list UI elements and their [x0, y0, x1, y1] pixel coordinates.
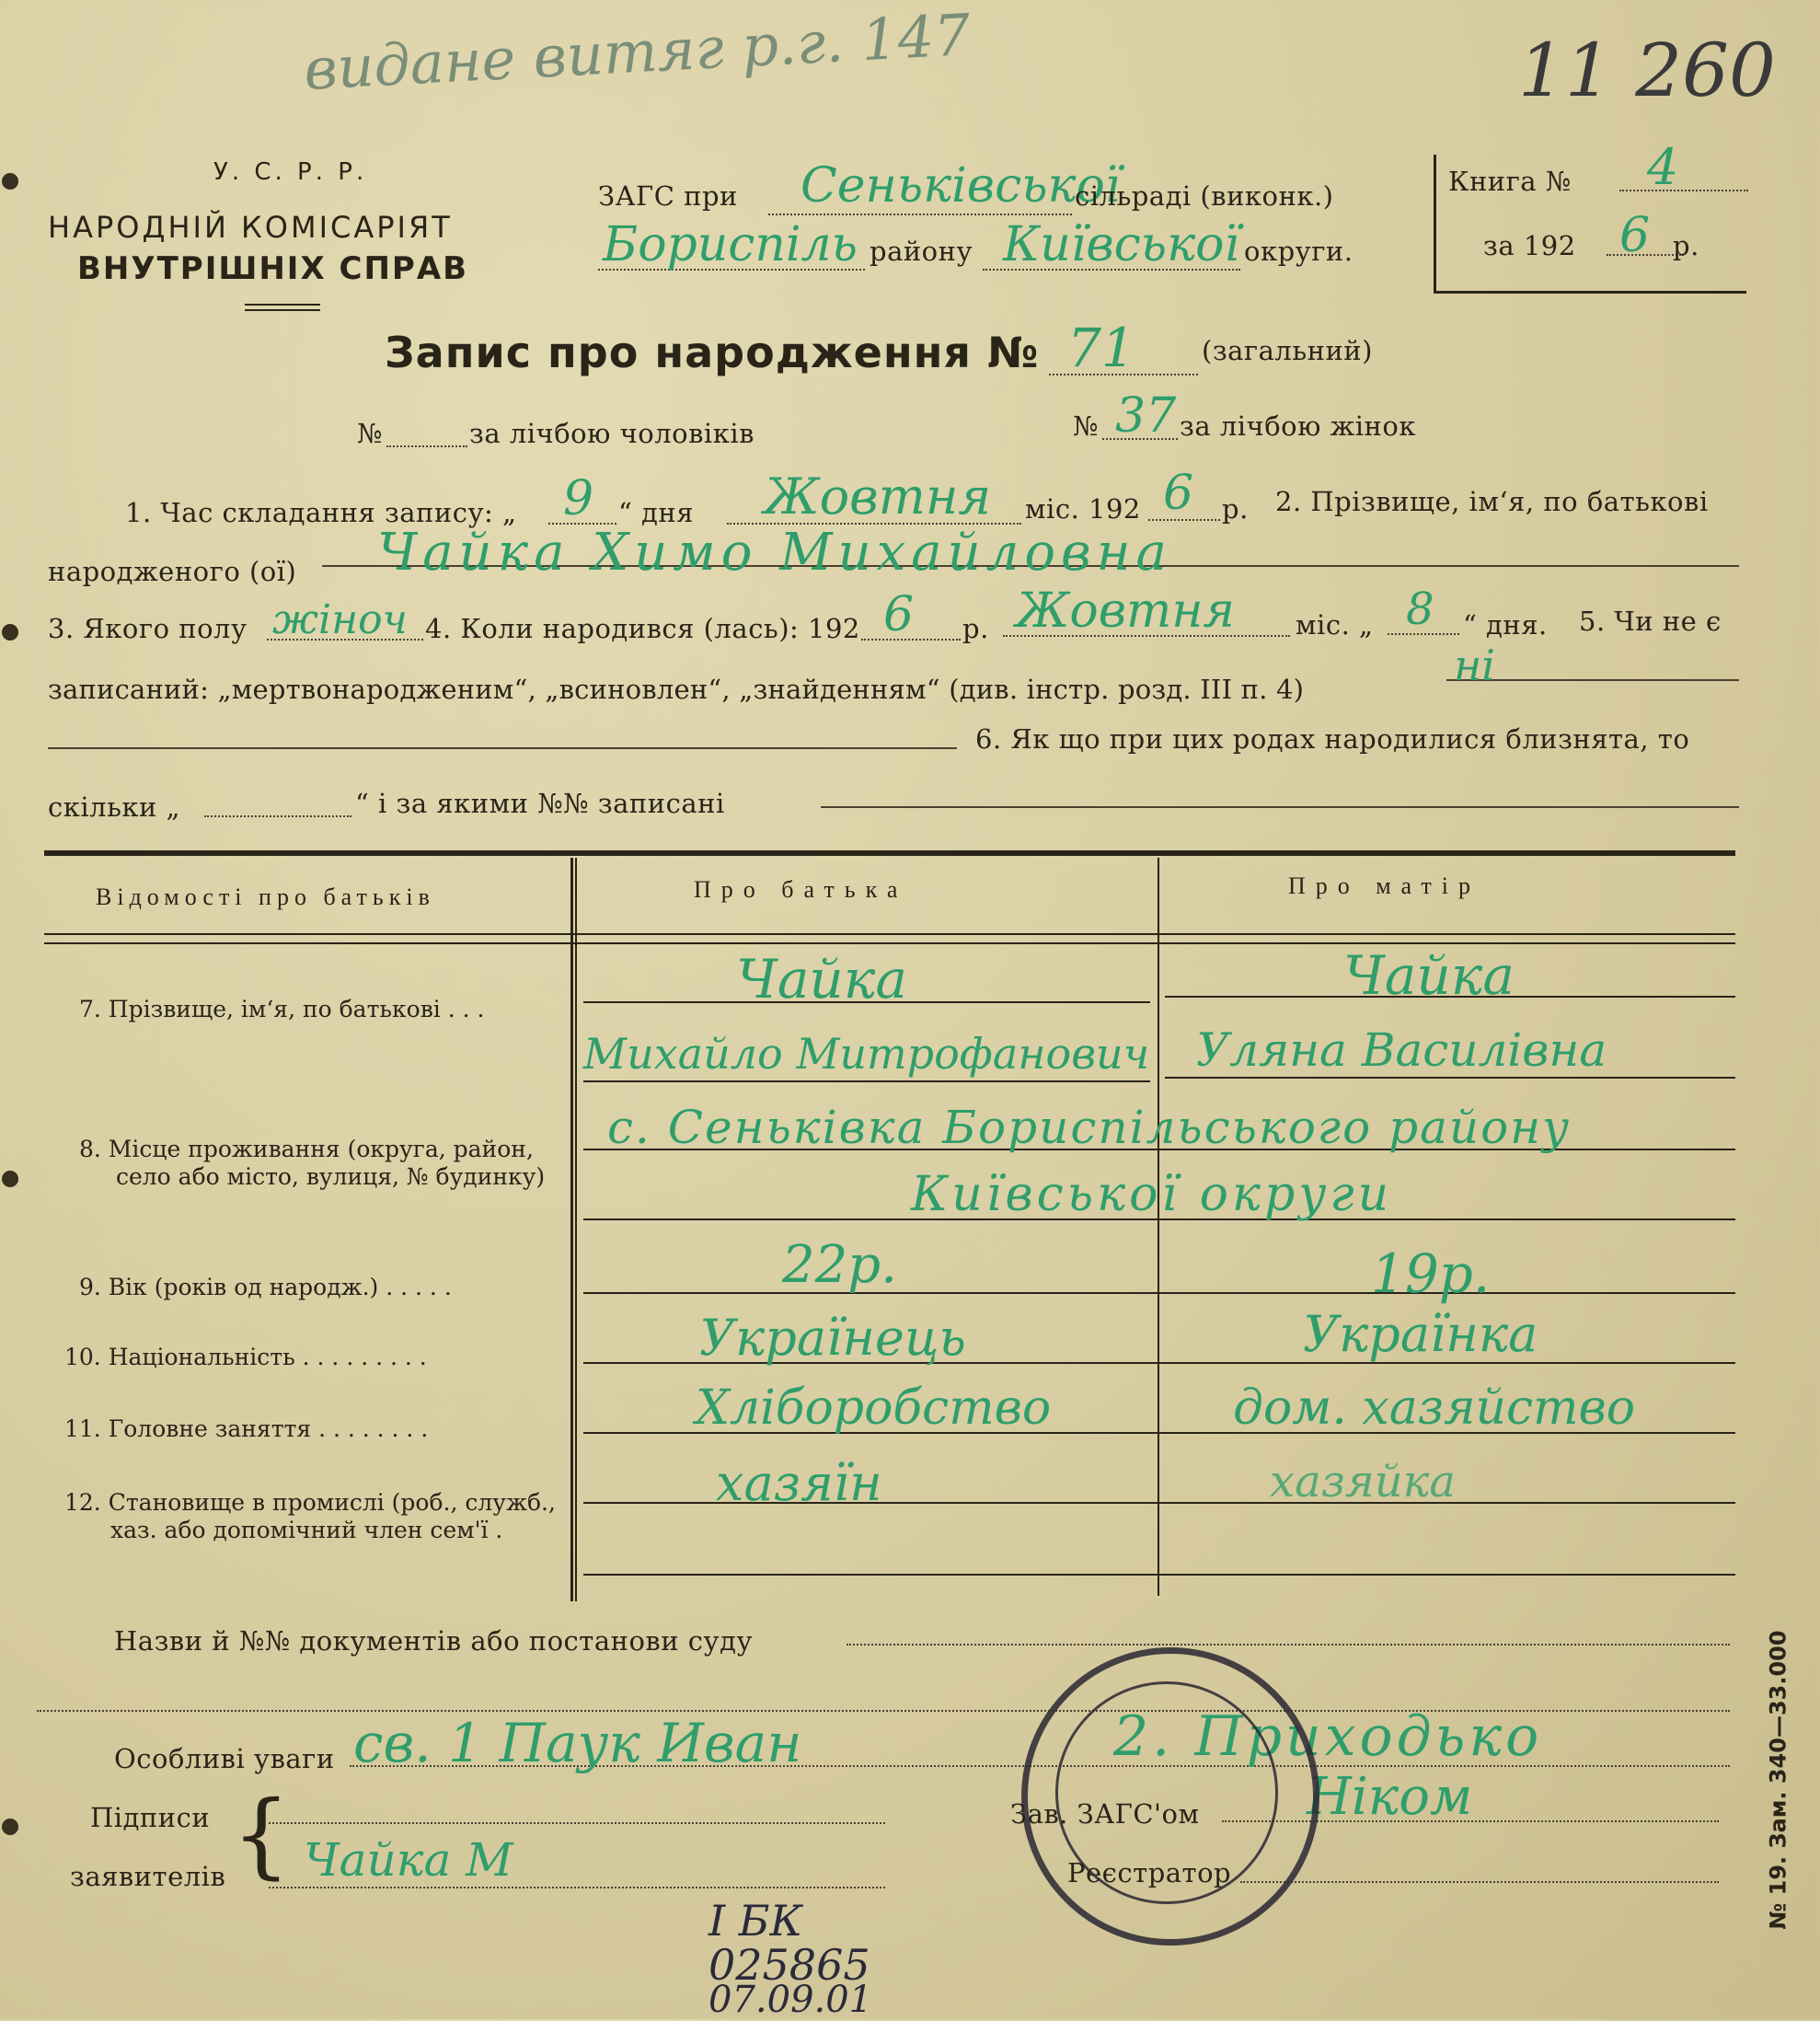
side-print: № 19. Зам. 340—33.000: [1765, 1630, 1791, 1930]
book-value: 4: [1647, 138, 1679, 196]
docs-line: [847, 1644, 1730, 1646]
father-nationality: Українець: [699, 1309, 966, 1367]
row-label-nationality: 10. Національність . . . . . . . . .: [64, 1344, 427, 1370]
signature-line2: [269, 1887, 885, 1888]
q3-value: жіноч: [272, 596, 408, 643]
ministry-line2: ВНУТРІШНІХ СПРАВ: [77, 250, 469, 287]
q1-day-value: 9: [563, 471, 594, 526]
zags-council-line: [768, 214, 1072, 215]
q4-year-value: 6: [883, 587, 915, 642]
record-number-value: 71: [1067, 317, 1135, 379]
punch-hole: [2, 1171, 18, 1187]
bottom-note2: 025865: [708, 1940, 870, 1990]
col-father-header: Про батька: [694, 876, 908, 903]
q1-year-label: р.: [1222, 493, 1249, 525]
okruha-suffix: округи.: [1244, 236, 1353, 267]
mother-occupation: дом. хазяйство: [1233, 1380, 1636, 1436]
q6-label2: скільки „: [48, 791, 181, 823]
registrar-label: Реєстратор: [1067, 1857, 1232, 1888]
record-general-label: (загальний): [1202, 335, 1373, 366]
book-year-prefix: за 192: [1483, 230, 1576, 261]
q3-label: 3. Якого полу: [48, 613, 248, 644]
q4-day-label: “ дня.: [1463, 609, 1548, 641]
row-line: [583, 1080, 1150, 1082]
row-label-residence2: село або місто, вулиця, № будинку): [116, 1163, 546, 1190]
signature-line1: [269, 1822, 885, 1824]
row-line: [1165, 1077, 1735, 1079]
head-label: Зав. ЗАГС'ом: [1010, 1798, 1200, 1830]
round-stamp: [1021, 1647, 1319, 1946]
row-label-age: 9. Вік (років од народж.) . . . . .: [79, 1274, 452, 1300]
table-col-divider: [1158, 858, 1159, 1596]
ministry-line1: НАРОДНІЙ КОМІСАРІЯТ: [48, 210, 453, 245]
row-label-status2: хаз. або допомічний член сем'ї .: [110, 1517, 503, 1543]
q5-continuation-line: [48, 747, 957, 749]
zags-council-suffix: сільраді (виконк.): [1075, 180, 1334, 212]
signatures-label1: Підписи: [90, 1802, 211, 1833]
q6-label3: “ і за якими №№ записані: [355, 788, 725, 819]
table-col-divider: [570, 858, 573, 1601]
row-label-name: 7. Прізвище, ім‘я, по батькові . . .: [79, 996, 485, 1022]
book-label: Книга №: [1448, 166, 1572, 197]
father-occupation: Хліборобство: [696, 1380, 1052, 1436]
punch-hole: [2, 624, 18, 641]
zags-council-value: Сеньківської: [801, 158, 1121, 214]
q6-numbers-line: [821, 806, 1739, 808]
mother-age: 19р.: [1371, 1242, 1491, 1305]
row-line: [583, 1292, 1735, 1294]
q2-value: Чайка Химо Михайловна: [377, 523, 1172, 583]
q1-label: 1. Час складання запису: „: [125, 497, 517, 528]
notes-label: Особливі уваги: [114, 1743, 335, 1774]
q1-month-label: міс. 192: [1025, 493, 1141, 525]
q4-label: 4. Коли народився (лась): 192: [425, 613, 860, 644]
q1-day-label: “ дня: [618, 497, 695, 528]
row-label-residence: 8. Місце проживання (округа, район,: [79, 1136, 534, 1162]
father-age: 22р.: [782, 1235, 897, 1295]
q2-label2: народженого (ої): [48, 556, 297, 587]
q5-label2: записаний: „мертвонародженим“, „всиновлен“, „знайденням“ (див. інстр. розд. III п. 4): [48, 674, 1305, 705]
col-mother-header: Про матір: [1288, 872, 1481, 899]
book-box-bottom: [1434, 291, 1746, 294]
top-left-annotation: видане витяг р.г. 147: [302, 1, 973, 103]
bottom-note1: І БК: [708, 1896, 803, 1946]
book-line: [1619, 190, 1748, 191]
punch-hole: [2, 173, 18, 190]
book-year-value: 6: [1619, 208, 1651, 263]
father-name: Михайло Митрофанович: [583, 1029, 1150, 1079]
book-box-left: [1434, 155, 1436, 293]
q2-label: 2. Прізвище, ім‘я, по батькові: [1275, 486, 1709, 517]
mother-nationality: Українка: [1303, 1305, 1538, 1363]
registrar-line: [1240, 1881, 1719, 1883]
district-suffix: району: [870, 236, 973, 267]
male-count-label: за лічбою чоловіків: [469, 418, 754, 449]
q4-year-label: р.: [962, 613, 989, 644]
row-line: [583, 1574, 1735, 1576]
table-top-rule: [44, 850, 1735, 856]
male-count-line: [386, 445, 467, 447]
female-count-label: за лічбою жінок: [1180, 410, 1416, 442]
table-col-divider: [575, 858, 577, 1601]
q5-value: ні: [1454, 641, 1496, 690]
mother-surname: Чайка: [1343, 944, 1515, 1007]
book-year-suffix: р.: [1673, 230, 1699, 261]
signature-value: Чайка М: [304, 1833, 513, 1887]
row-label-status: 12. Становище в промислі (роб., служб.,: [64, 1489, 556, 1516]
residence-value2: Київської округи: [911, 1167, 1393, 1222]
docs-label: Назви й №№ документів або постанови суду: [114, 1625, 754, 1657]
q4-month-label: міс. „: [1296, 609, 1374, 641]
record-title: Запис про народження №: [385, 328, 1040, 377]
q4-month-value: Жовтня: [1016, 583, 1235, 639]
header-rule: [245, 304, 320, 306]
q6-count-line: [204, 815, 351, 817]
residence-value: с. Сеньківка Бориспільського району: [607, 1101, 1572, 1154]
signatures-brace: {: [232, 1781, 291, 1888]
header-rule: [245, 309, 320, 311]
country-label: У. С. Р. Р.: [213, 158, 368, 186]
father-surname: Чайка: [736, 948, 907, 1010]
district-value: Бориспіль: [603, 217, 858, 272]
q1-year-value: 6: [1163, 466, 1194, 521]
male-no-label: №: [357, 418, 383, 449]
q1-month-value: Жовтня: [764, 468, 992, 525]
okruha-value: Київської: [1003, 217, 1240, 272]
q4-day-value: 8: [1406, 583, 1434, 635]
head-signature: Ніком: [1307, 1767, 1473, 1827]
row-label-occupation: 11. Головне заняття . . . . . . . .: [64, 1415, 429, 1442]
female-count-value: 37: [1115, 388, 1177, 444]
table-header-rule: [44, 933, 1735, 935]
archive-number: 11 260: [1518, 28, 1776, 113]
mother-status: хазяйка: [1270, 1456, 1456, 1507]
mother-name: Уляна Василівна: [1196, 1023, 1607, 1077]
zags-prefix: ЗАГС при: [598, 180, 738, 212]
q6-label: 6. Як що при цих родах народилися близнята, то: [975, 723, 1690, 755]
punch-hole: [2, 1819, 18, 1835]
signatures-label2: заявителів: [70, 1861, 226, 1892]
bottom-note3: 07.09.01: [708, 1979, 873, 2021]
father-status: хазяїн: [716, 1454, 882, 1512]
notes-value: св. 1 Паук Иван: [353, 1712, 802, 1774]
notes-value2: 2. Приходько: [1113, 1704, 1543, 1769]
col-parents-header: Відомості про батьків: [96, 883, 435, 910]
q5-label: 5. Чи не є: [1579, 606, 1722, 637]
female-no-label: №: [1073, 410, 1099, 442]
